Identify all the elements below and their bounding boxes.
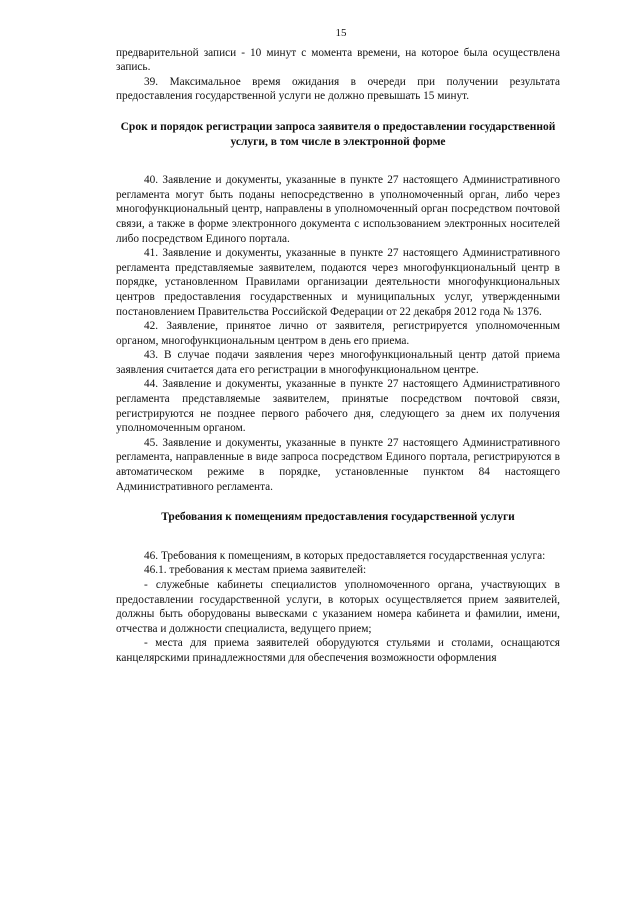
paragraph-41: 41. Заявление и документы, указанные в пункте 27 настоящего Административного регламента представляемые заявителем, подаются через многофункциональный центр в порядке, установленном Правилами организации деятельности многофункциональных центров предоставления государственных и муниципальных услуг, утвержденными постановлением Правительства Российской Федерации от 22 декабря 2012 года № 1376.	[116, 247, 560, 318]
paragraph-46: 46. Требования к помещениям, в которых предоставляется государственная услуга:	[144, 549, 546, 562]
paragraph-offices: - служебные кабинеты специалистов уполномоченного органа, участвующих в предоставлении государственной услуги, в которых осуществляется прием заявителей, должны быть оборудованы вывесками с указанием номера кабинета и фамилии, имени, отчества и должности специалиста, ведущего прием;	[116, 579, 560, 635]
intro-paragraph-1: предварительной записи - 10 минут с момента времени, на которое была осуществлена запись.	[116, 46, 560, 74]
paragraph-reception-places: - места для приема заявителей оборудуются стульями и столами, оснащаются канцелярскими принадлежностями для обеспечения возможности оформления	[116, 637, 560, 664]
paragraph-45: 45. Заявление и документы, указанные в пункте 27 настоящего Административного регламента, направленные в виде запроса посредством Единого портала, регистрируются в автоматическом режиме в порядке, установленные пунктом 84 настоящего Административного регламента.	[116, 436, 560, 493]
paragraph-46-1: 46.1. требования к местам приема заявителей:	[144, 564, 367, 577]
spacer	[116, 104, 560, 120]
paragraph-42: 42. Заявление, принятое лично от заявителя, регистрируется уполномоченным органом, многофункциональным центром в день его приема.	[116, 320, 560, 347]
paragraph-40: 40. Заявление и документы, указанные в пункте 27 настоящего Административного регламента могут быть поданы непосредственно в уполномоченный орган, либо через многофункциональный центр, направлены в уполномоченный орган посредством почтовой связи, а также в форме электронного документа с использованием электронных носителей либо посредством Единого портала.	[116, 174, 560, 245]
spacer	[116, 149, 560, 173]
section-heading-registration: Срок и порядок регистрации запроса заявителя о предоставлении государственной услуги, в том числе в электронной форме	[120, 120, 556, 148]
section-heading-premises: Требования к помещениям предоставления государственной услуги	[161, 511, 515, 524]
document-page	[116, 26, 560, 666]
intro-paragraph-2: 39. Максимальное время ожидания в очереди при получении результата предоставления государственной услуги не должно превышать 15 минут.	[116, 75, 560, 103]
paragraph-43: 43. В случае подачи заявления через многофункциональный центр датой приема заявления считается дата его регистрации в многофункциональном центре.	[116, 349, 560, 376]
spacer	[116, 494, 560, 510]
spacer	[116, 525, 560, 549]
paragraph-44: 44. Заявление и документы, указанные в пункте 27 настоящего Административного регламента представляемые заявителем, принятые посредством почтовой связи, регистрируются не позднее первого рабочего дня, следующего за днем их получения уполномоченным органом.	[116, 378, 560, 435]
page-number: 15	[335, 27, 347, 39]
